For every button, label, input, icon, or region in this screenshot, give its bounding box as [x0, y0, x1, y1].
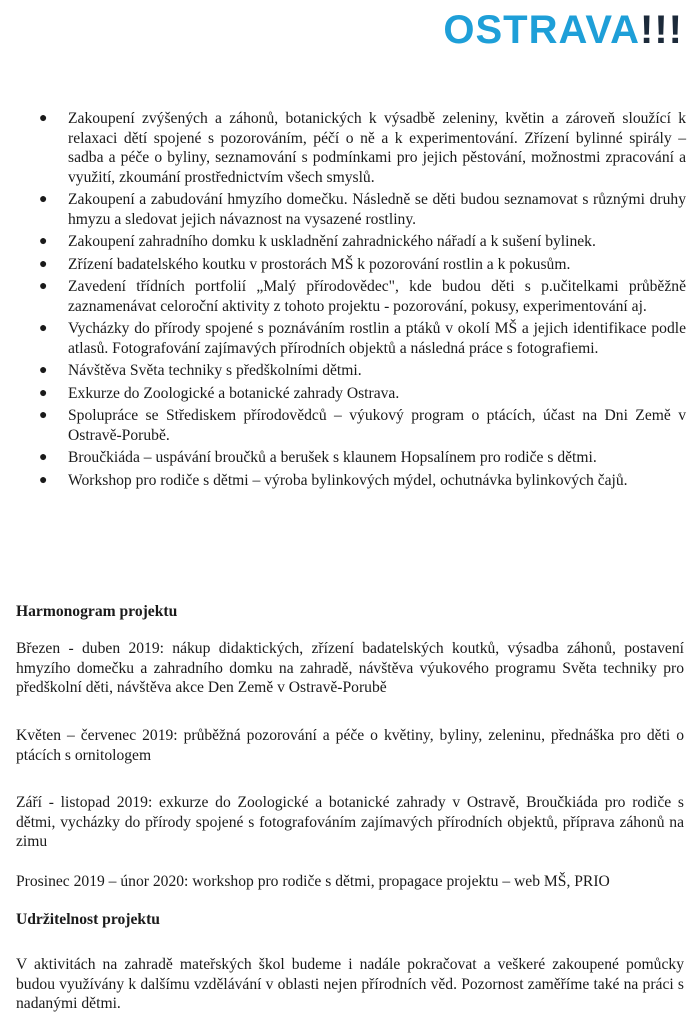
bullet-icon: ●	[39, 321, 48, 336]
bullet-icon: ●	[39, 279, 48, 294]
bullet-icon: ●	[39, 256, 48, 272]
paragraph: Březen - duben 2019: nákup didaktických, zřízení badatelských koutků, výsadba záhonů, postavení hmyzího domečku a zahradního domku na zahradě, návštěva výukového programu Světa techniky pro předškolní děti, návštěva akce Den Země v Ostravě-Porubě	[16, 640, 684, 696]
bullet-icon: ●	[39, 408, 48, 423]
list-item: ● Workshop pro rodiče s dětmi – výroba bylinkových mýdel, ochutnávka bylinkových čajů.	[39, 471, 628, 489]
harmonogram-heading-block	[16, 602, 684, 621]
list-item: ● Zavedení třídních portfolií „Malý přírodovědec", kde budou děti s p.učitelkami průběžně zaznamenávat celoroční aktivity z tohoto projektu - pozorování, pokusy, experimentování aj.	[39, 278, 686, 315]
bullet-icon: ●	[39, 234, 48, 249]
paragraph: Prosinec 2019 – únor 2020: workshop pro rodiče s dětmi, propagace projektu – web MŠ, PRIO	[16, 873, 610, 890]
logo-exclamation: !!!	[640, 8, 683, 52]
list-item: ● Vycházky do přírody spojené s poznáváním rostlin a ptáků v okolí MŠ a jejich identifikace podle atlasů. Fotografování zajímavých přírodních objektů a následná práce s fotografiemi.	[39, 320, 686, 357]
activity-list	[0, 109, 686, 493]
list-item: ● Návštěva Světa techniky s předškolními dětmi.	[39, 362, 362, 379]
list-item: ● Exkurze do Zoologické a botanické zahrady Ostrava.	[39, 384, 400, 402]
paragraph: Září - listopad 2019: exkurze do Zoologické a botanické zahrady v Ostravě, Broučkiáda pro rodiče s dětmi, vycházky do přírody spojené s fotografováním zajímavých přírodních objektů, příprava záhonů na zimu	[16, 794, 684, 850]
logo-word: OSTRAVA	[443, 8, 641, 52]
list-item: ● Zakoupení zahradního domku k uskladnění zahradnického nářadí a k sušení bylinek.	[39, 233, 596, 250]
paragraph: V aktivitách na zahradě mateřských škol budeme i nadále pokračovat a veškeré zakoupené pomůcky budou využívány k dalšímu vzdělávání v oblasti nejen přírodních věd. Pozornost zaměříme také na práci s nadanými dětmi.	[16, 956, 684, 1012]
list-item: ● Zřízení badatelského koutku v prostorách MŠ k pozorování rostlin a k pokusům.	[39, 255, 571, 273]
ostrava-logo	[443, 8, 683, 52]
list-item: ● Zakoupení a zabudování hmyzího domečku. Následně se děti budou seznamovat s různými druhy hmyzu a sledovat jejich návaznost na vysazené rostliny.	[39, 191, 686, 228]
list-item: ● Spolupráce se Střediskem přírodovědců – výukový program o ptácích, účast na Dni Země v Ostravě-Porubě.	[39, 407, 686, 444]
bullet-icon: ●	[39, 385, 48, 401]
section-heading: Harmonogram projektu	[16, 603, 178, 620]
bullet-icon: ●	[39, 192, 48, 207]
bullet-icon: ●	[39, 472, 48, 488]
list-item: ● Broučkiáda – uspávání broučků a berušek s klaunem Hopsalínem pro rodiče s dětmi.	[39, 449, 597, 466]
bullet-icon: ●	[39, 111, 48, 126]
section-heading: Udržitelnost projektu	[16, 911, 160, 928]
list-item: ● Zakoupení zvýšených a záhonů, botanických k výsadbě zeleniny, květin a zároveň sloužící k relaxaci dětí spojené s pozorováním, péčí o ně a k experimentování. Zřízení bylinné spirály – sadba a péče o byliny, seznamování s podmínkami pro jejich pěstování, možnostmi zpracování a využití, zkoumání prostřednictvím všech smyslů.	[39, 110, 686, 186]
udrzitelnost-heading-block	[16, 910, 684, 929]
bullet-icon: ●	[39, 363, 48, 378]
paragraph: Květen – červenec 2019: průběžná pozorování a péče o květiny, byliny, zeleninu, přednáška pro děti o ptácích s ornitologem	[16, 727, 684, 764]
bullet-icon: ●	[39, 450, 48, 465]
